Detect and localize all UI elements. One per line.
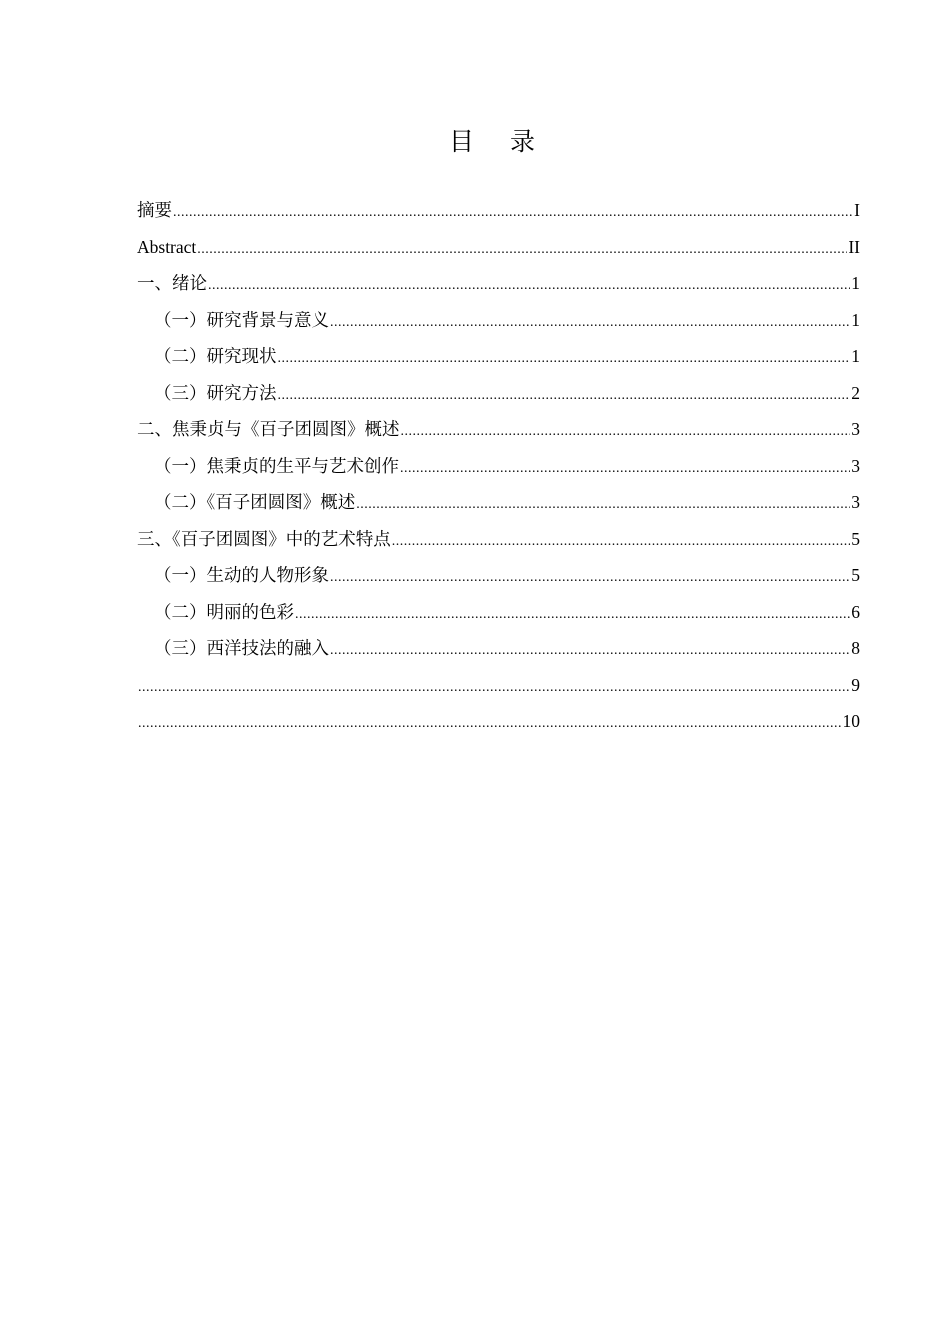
toc-entry-section-3-1[interactable] (137, 557, 860, 594)
toc-entry-untitled-1[interactable] (137, 667, 860, 704)
toc-entry-chapter-2[interactable] (137, 411, 860, 448)
toc-entry-page: 5 (851, 565, 860, 585)
toc-title: 目 录 (449, 127, 549, 156)
dot-leader (392, 524, 851, 561)
toc-entry-page: 2 (851, 382, 860, 403)
toc-entry-section-1-2[interactable] (137, 338, 860, 375)
toc-entry-text: 二、焦秉贞与《百子团圆图》概述 (137, 419, 400, 439)
dot-leader (208, 268, 850, 305)
toc-entry-page: 1 (851, 273, 860, 293)
dot-leader (278, 341, 851, 378)
dot-leader (400, 451, 850, 488)
toc-entry-page: 10 (842, 711, 860, 731)
toc-entry-page: 6 (851, 601, 860, 622)
toc-entry-text: （二）明丽的色彩 (154, 601, 294, 622)
toc-entry-page: 3 (851, 455, 860, 476)
toc-entry-section-2-1[interactable] (137, 448, 860, 485)
toc-entry-abstract-cn[interactable] (137, 192, 860, 229)
toc-entry-section-3-3[interactable] (137, 630, 860, 667)
dot-leader (173, 195, 853, 232)
dot-leader (138, 670, 850, 707)
toc-entry-chapter-1[interactable] (137, 265, 860, 302)
dot-leader (278, 378, 851, 415)
toc-entry-page: 1 (851, 309, 860, 330)
dot-leader (330, 560, 850, 597)
toc-entry-page: I (854, 200, 860, 220)
toc-entry-page: 3 (851, 492, 860, 512)
toc-entry-section-3-2[interactable] (137, 594, 860, 631)
toc-entry-section-1-1[interactable] (137, 302, 860, 339)
toc-entry-text: Abstract (137, 236, 197, 257)
table-of-contents (137, 192, 860, 740)
toc-entry-text: 一、绪论 (137, 273, 207, 293)
toc-entry-page: 1 (851, 346, 860, 366)
toc-entry-section-2-2[interactable] (137, 484, 860, 521)
toc-entry-page: II (848, 236, 860, 257)
dot-leader (330, 633, 850, 670)
toc-entry-page: 5 (851, 528, 860, 549)
toc-entry-text: 摘要 (137, 200, 172, 220)
toc-entry-text: （二）研究现状 (154, 346, 277, 366)
toc-entry-page: 3 (851, 419, 860, 439)
toc-entry-text: （三）研究方法 (154, 382, 277, 403)
toc-entry-page: 8 (851, 638, 860, 658)
toc-entry-text: （三）西洋技法的融入 (154, 638, 329, 658)
dot-leader (138, 706, 842, 743)
toc-entry-text: （一）生动的人物形象 (154, 565, 329, 585)
toc-entry-page: 9 (851, 674, 860, 695)
toc-entry-text: 三、《百子团圆图》中的艺术特点 (137, 528, 391, 549)
toc-entry-abstract-en[interactable] (137, 229, 860, 266)
toc-entry-chapter-3[interactable] (137, 521, 860, 558)
dot-leader (356, 487, 850, 524)
dot-leader (401, 414, 851, 451)
toc-entry-untitled-2[interactable] (137, 703, 860, 740)
toc-entry-text: （一）焦秉贞的生平与艺术创作 (154, 455, 399, 476)
dot-leader (295, 597, 850, 634)
dot-leader (330, 305, 850, 342)
toc-entry-section-1-3[interactable] (137, 375, 860, 412)
toc-entry-text: （一）研究背景与意义 (154, 309, 329, 330)
dot-leader (197, 232, 847, 269)
toc-entry-text: （二）《百子团圆图》概述 (154, 492, 356, 512)
